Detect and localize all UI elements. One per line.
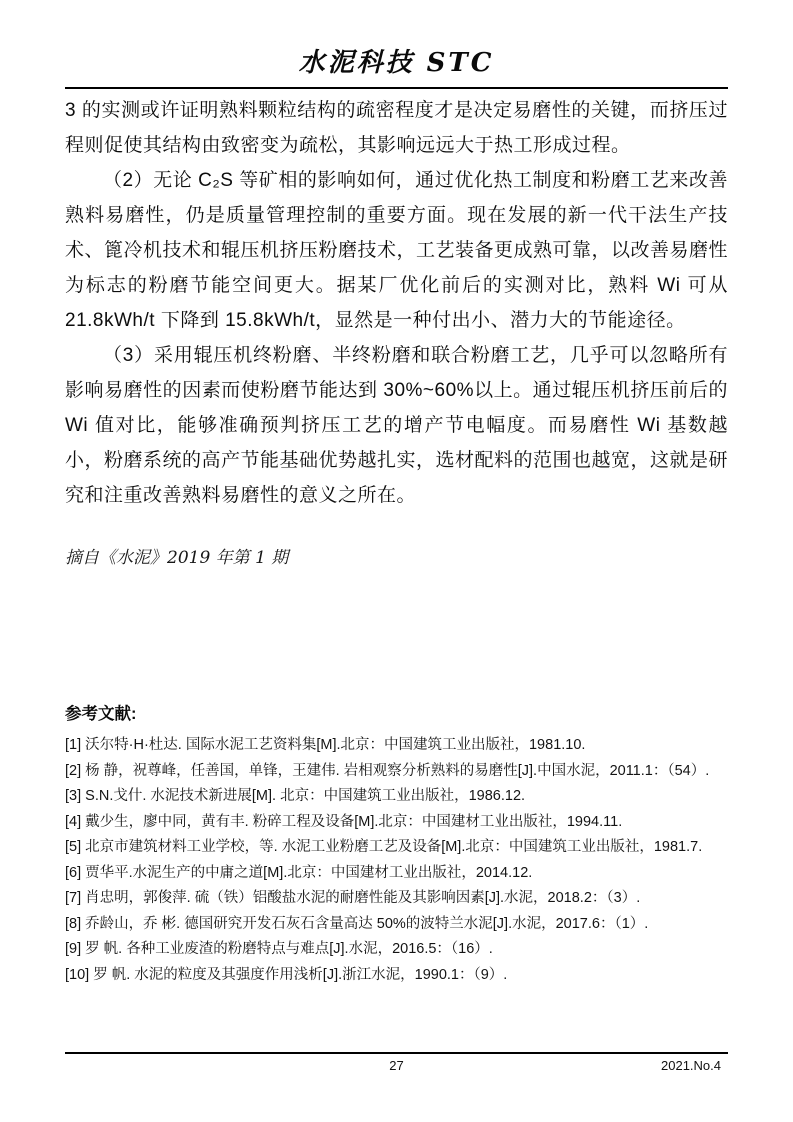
reference-item: [2] 杨 静，祝尊峰，任善国，单锋，王建伟. 岩相观察分析熟料的易磨性[J].中国水泥，2011.1：（54）.: [65, 762, 710, 779]
reference-item: [7] 肖忠明，郭俊萍. 硫（铁）铝酸盐水泥的耐磨性能及其影响因素[J].水泥，2018.2：（3）.: [65, 890, 641, 906]
paragraph: 3 的实测或许证明熟料颗粒结构的疏密程度才是决定易磨性的关键，而挤压过程则促使其结构由致密变为疏松，其影响远远大于热工形成过程。: [65, 100, 728, 156]
paragraph: （3）采用辊压机终粉磨、半终粉磨和联合粉磨工艺，几乎可以忽略所有影响易磨性的因素而使粉磨节能达到 30%~60%以上。通过辊压机挤压前后的 Wi 值对比，能够准确预判挤压工艺的增产节电幅度。而易磨性 Wi 基数越小，粉磨系统的高产节能基础优势越扎实，选材配料的范围也越宽，这就是研究和注重改善熟料易磨性的意义之所在。: [65, 345, 729, 506]
journal-title: 水泥科技 STC: [298, 48, 495, 78]
reference-item: [1] 沃尔特·H·杜达. 国际水泥工艺资料集[M].北京：中国建筑工业出版社，1981.10.: [65, 737, 586, 753]
references-heading: 参考文献:: [65, 705, 137, 723]
references-section: [65, 700, 728, 988]
reference-item: [8] 乔龄山，乔 彬. 德国研究开发石灰石含量高达 50%的波特兰水泥[J].水泥，2017.6：（1）.: [65, 915, 649, 932]
reference-item: [9] 罗 帆. 各种工业废渣的粉磨特点与难点[J].水泥，2016.5：（16）.: [65, 941, 493, 957]
paragraphs: [65, 93, 728, 513]
header-rule: [65, 87, 728, 89]
reference-item: [6] 贾华平.水泥生产的中庸之道[M].北京：中国建材工业出版社，2014.12.: [65, 864, 533, 881]
reference-item: [5] 北京市建筑材料工业学校，等. 水泥工业粉磨工艺及设备[M].北京：中国建筑工业出版社，1981.7.: [65, 839, 703, 855]
article-body: [65, 93, 728, 568]
page-number: 27: [389, 1058, 404, 1073]
references-list: [65, 733, 728, 988]
reference-item: [4] 戴少生，廖中同，黄有丰. 粉碎工程及设备[M].北京：中国建材工业出版社，1994.11.: [65, 813, 623, 830]
paragraph: （2）无论 C₂S 等矿相的影响如何，通过优化热工制度和粉磨工艺来改善熟料易磨性，仍是质量管理控制的重要方面。现在发展的新一代干法生产技术、篦冷机技术和辊压机挤压粉磨技术，工艺装备更成熟可靠，以改善易磨性为标志的粉磨节能空间更大。据某厂优化前后的实测对比，熟料 Wi 可从 21.8kWh/t 下降到 15.8kWh/t，显然是一种付出小、潜力大的节能途径。: [65, 170, 729, 331]
issue-number: 2021.No.4: [661, 1058, 721, 1073]
reference-item: [3] S.N.戈什. 水泥技术新进展[M]. 北京：中国建筑工业出版社，1986.12.: [65, 788, 526, 804]
source-citation: 摘自《水泥》2019 年第 1 期: [65, 548, 289, 568]
footer-rule: [65, 1052, 728, 1054]
reference-item: [10] 罗 帆. 水泥的粒度及其强度作用浅析[J].浙江水泥，1990.1：（9）.: [65, 966, 508, 983]
